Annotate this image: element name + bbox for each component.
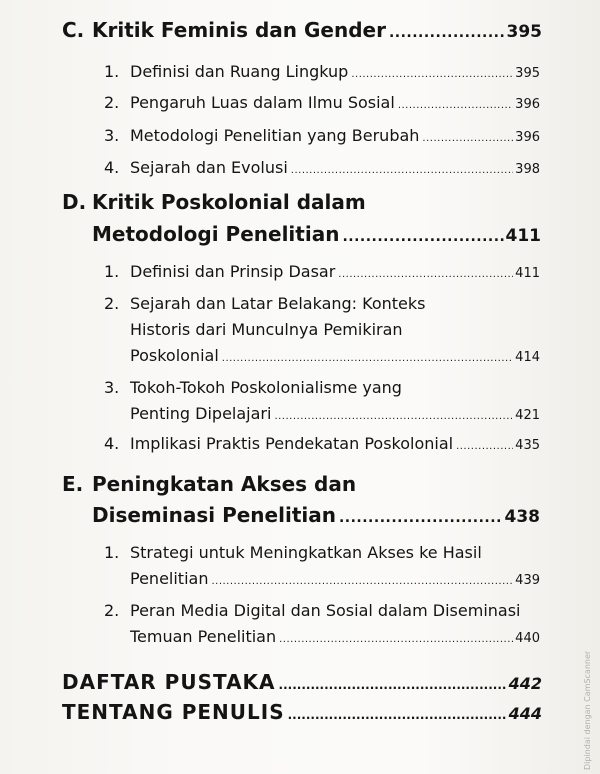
toc-section-e-line1 [62,472,356,496]
toc-section-e-line2 [92,503,540,527]
dot-leader [389,25,505,41]
scanner-watermark: Dipindai dengan CamScanner [583,650,592,770]
item-number: 3. [104,126,120,145]
item-number: 2. [104,93,120,112]
page-number: 421 [515,408,540,423]
section-letter: D. [62,190,87,214]
page-number: 395 [515,66,540,81]
item-title-line1: Sejarah dan Latar Belakang: Konteks [130,294,426,313]
toc-item-line1 [104,601,520,620]
dot-leader [351,69,513,80]
dot-leader [342,229,503,245]
dot-leader [279,678,507,692]
item-title-line1: Tokoh-Tokoh Poskolonialisme yang [130,378,402,397]
item-title: Pengaruh Luas dalam Ilmu Sosial [130,93,395,112]
item-number: 2. [104,601,120,620]
section-letter: C. [62,18,85,42]
toc-item-line2 [130,569,540,588]
dot-leader [339,510,503,526]
dot-leader [456,441,513,452]
toc-item [104,158,540,177]
dot-leader [291,165,513,176]
toc-section-d-line2 [92,222,541,246]
item-title: Definisi dan Prinsip Dasar [130,262,336,281]
page-number: 440 [515,631,540,646]
dot-leader [288,708,507,722]
toc-item [104,126,540,145]
page-number: 444 [508,704,542,723]
item-number: 1. [104,62,120,81]
toc-back-matter-bibliography [62,670,542,694]
page-number: 398 [515,162,540,177]
dot-leader [338,269,513,280]
page-number: 396 [515,97,540,112]
item-title: Definisi dan Ruang Lingkup [130,62,349,81]
item-title-line2: Penting Dipelajari [130,404,272,423]
toc-item-line3 [130,346,540,365]
back-matter-title: DAFTAR PUSTAKA [62,670,276,694]
item-title-line1: Peran Media Digital dan Sosial dalam Diseminasi [130,601,521,620]
toc-item [104,62,540,81]
section-title-line1: Peningkatan Akses dan [92,472,357,496]
item-title-line2: Penelitian [130,569,209,588]
dot-leader [279,634,513,645]
page-number: 414 [515,350,540,365]
page-number: 439 [515,573,540,588]
item-number: 2. [104,294,120,313]
toc-item [104,93,540,112]
section-title: Kritik Feminis dan Gender [92,18,386,42]
section-title-line1: Kritik Poskolonial dalam [92,190,366,214]
toc-item-line2 [130,627,540,646]
item-number: 4. [104,158,120,177]
dot-leader [211,576,513,587]
page-number: 411 [505,226,541,246]
section-title-line2: Diseminasi Penelitian [92,503,336,527]
page-number: 411 [515,266,540,281]
item-title-line1: Strategi untuk Meningkatkan Akses ke Hasil [130,543,482,562]
item-number: 4. [104,434,120,453]
dot-leader [398,100,513,111]
back-matter-title: TENTANG PENULIS [62,700,285,724]
toc-item-line1 [104,294,425,313]
item-title-line3: Poskolonial [130,346,219,365]
toc-section-d-line1 [62,190,366,214]
page-number: 438 [504,507,540,527]
item-title: Metodologi Penelitian yang Berubah [130,126,420,145]
dot-leader [274,411,513,422]
section-title-line2: Metodologi Penelitian [92,222,340,246]
section-letter: E. [62,472,84,496]
toc-back-matter-author [62,700,542,724]
page-number: 442 [508,674,542,693]
item-title: Implikasi Praktis Pendekatan Poskolonial [130,434,454,453]
item-number: 1. [104,543,120,562]
item-number: 1. [104,262,120,281]
item-title-line2: Temuan Penelitian [130,627,277,646]
page-number: 396 [515,130,540,145]
toc-item-line1 [104,543,482,562]
toc-item-line2 [130,404,540,423]
toc-item-line1 [104,378,402,397]
page-number: 435 [515,438,540,453]
toc-item [104,434,540,453]
item-title-line2: Historis dari Munculnya Pemikiran [130,320,403,339]
item-title: Sejarah dan Evolusi [130,158,288,177]
dot-leader [222,353,513,364]
toc-item [104,262,540,281]
item-number: 3. [104,378,120,397]
page-number: 395 [506,22,542,42]
dot-leader [422,133,513,144]
toc-section-c [62,18,542,42]
